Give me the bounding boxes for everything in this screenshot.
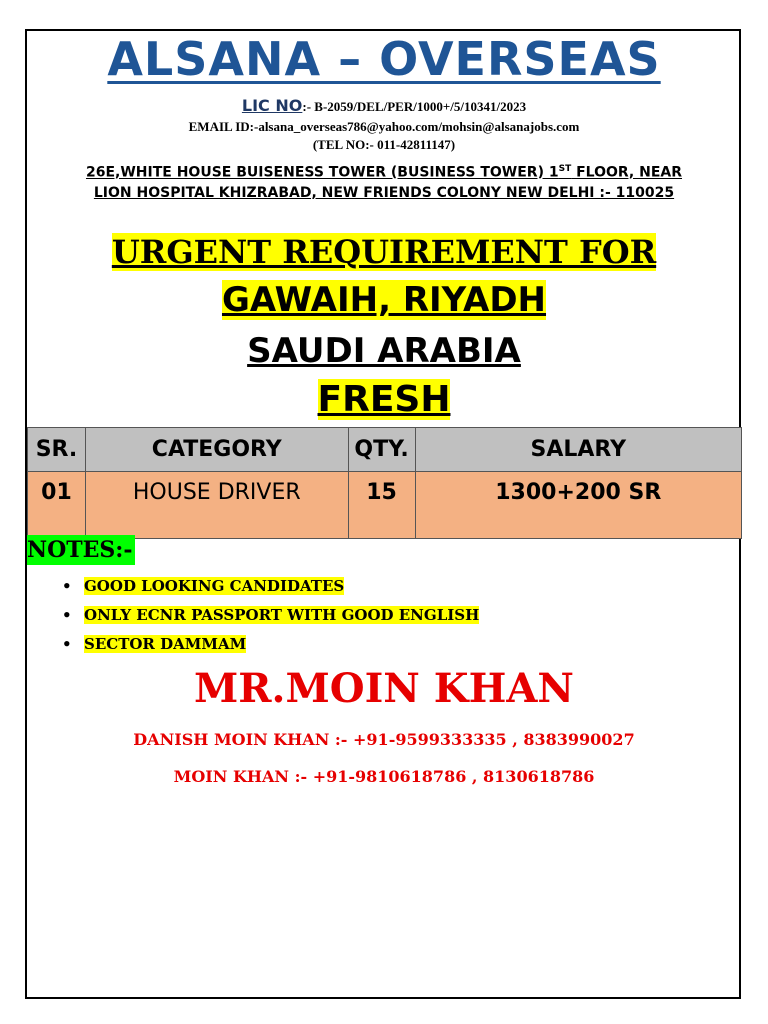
license-label: LIC NO — [241, 96, 303, 115]
table-header-row — [28, 428, 742, 472]
company-name: ALSANA – OVERSEAS — [107, 32, 661, 86]
header-qty: QTY. — [348, 428, 415, 472]
bullet-icon: • — [62, 635, 72, 653]
contact-phone-1: DANISH MOIN KHAN :- +91-9599333335 , 8383990027 — [133, 730, 635, 749]
list-item: • ONLY ECNR PASSPORT WITH GOOD ENGLISH — [62, 602, 479, 631]
notes-list — [62, 573, 479, 660]
list-item: • GOOD LOOKING CANDIDATES — [62, 573, 479, 602]
contact-phone-2: MOIN KHAN :- +91-9810618786 , 8130618786 — [173, 767, 595, 786]
notes-title: NOTES:- — [27, 537, 133, 563]
header-sr: SR. — [28, 428, 86, 472]
telephone-line: (TEL NO:- 011-42811147) — [312, 137, 456, 152]
bullet-icon: • — [62, 577, 72, 595]
header-salary: SALARY — [415, 428, 741, 472]
job-country: SAUDI ARABIA — [247, 331, 521, 371]
cell-category: HOUSE DRIVER — [85, 472, 348, 539]
list-item: • SECTOR DAMMAM — [62, 631, 479, 660]
requirement-table — [27, 427, 742, 539]
license-number: :- B-2059/DEL/PER/1000+/5/10341/2023 — [302, 99, 527, 114]
header-category: CATEGORY — [85, 428, 348, 472]
cell-qty: 15 — [348, 472, 415, 539]
bullet-icon: • — [62, 606, 72, 624]
floor-superscript: ST — [558, 164, 572, 174]
table-row — [28, 472, 742, 539]
address-line-2: LION HOSPITAL KHIZRABAD, NEW FRIENDS COLONY NEW DELHI :- 110025 — [93, 185, 675, 201]
license-line — [0, 96, 768, 115]
cell-salary: 1300+200 SR — [415, 472, 741, 539]
cell-sr: 01 — [28, 472, 86, 539]
urgent-heading: URGENT REQUIREMENT FOR — [111, 233, 657, 271]
contact-name: MR.MOIN KHAN — [194, 665, 574, 712]
address-line-1: 26E,WHITE HOUSE BUISENESS TOWER (BUSINESS TOWER) 1ST FLOOR, NEAR — [85, 164, 683, 181]
email-line: EMAIL ID:-alsana_overseas786@yahoo.com/mohsin@alsanajobs.com — [188, 119, 580, 134]
candidate-type: FRESH — [317, 379, 451, 420]
job-location: GAWAIH, RIYADH — [221, 280, 547, 320]
